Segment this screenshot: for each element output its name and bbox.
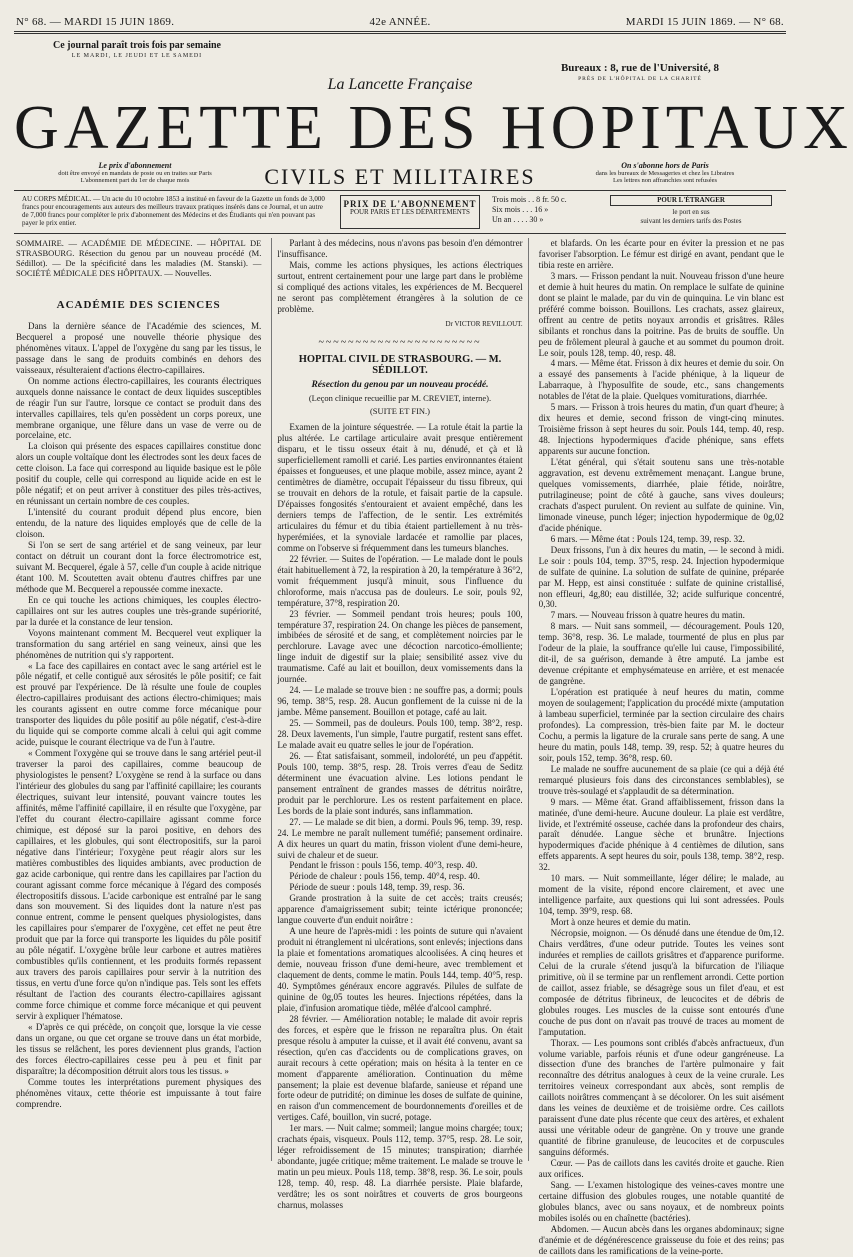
paragraph: « La face des capillaires en contact avec le sang artériel est le pôle négatif, et celle contiguë aux sérosités le pôle positif; ce fait est prouvé par l'expérience. De là résulte une foule de couples électro-capillaires produisant des actions électro-chimiques; mais les courants agissent en outre comme force mécanique pour transporter des liquides du pôle positif au pôle négatif, c'est-à-dire du liquide qui se comporte comme alcali à celui qui agit comme acide, puisque le courant électrique va de l'un à l'autre. bbox=[16, 660, 262, 748]
paragraph: L'intensité du courant produit dépend plus encore, bien entendu, de la nature des liquides employés que de celle de la cloison. bbox=[16, 507, 262, 540]
paragraph: Parlant à des médecins, nous n'avons pas besoin d'en démontrer l'insuffisance. bbox=[277, 238, 523, 259]
paragraph: Nécropsie, moignon. — Os dénudé dans une étendue de 0m,12. Chairs verdâtres, d'une odeur putride. Toutes les veines sont indurées et remplies de caillots grisâtres et d'apparence puriforme. Celui de la crurale s'étend jusqu'à la bifurcation de l'iliaque primitive, où il se termine par un renflement arrondi. Cette portion de caillot, assez friable, se désagrège sous un filet d'eau, et est composée de détritus fibrineux, de leucocites et de débris de globules rouges. Les muscles de la cuisse sont entourés d'une couche de pus dont on n'avait pas trouvé de traces au moment de l'amputation. bbox=[538, 928, 784, 1037]
schedule-block bbox=[32, 40, 242, 62]
ornament-divider: ~~~~~~~~~~~~~~~~~~~~~~ bbox=[318, 336, 482, 348]
paragraph: Thorax. — Les poumons sont criblés d'abcès anfractueux, d'un volume variable, parfois réunis et d'une odeur gangréneuse. La dissection d'une des branches de l'artère pulmonaire y fait reconnaître des détritus analogues à ceux de la veine crurale. Les territoires veineux correspondant aux abcès, sont remplis de caillots noirâtres commençant à se décolorer. On les suit aisément dans les veines de deuxième et de troisième ordre. Ces caillots paraissent d'une date plus récente que ceux des artères, et exhalent aussi une véritable odeur de gangrène. On y trouve une grande quantité de fibrine granuleuse, de leucocites et de corpuscules sanguins déformés. bbox=[538, 1037, 784, 1158]
paragraph: 8 mars. — Nuit sans sommeil, — découragement. Pouls 120, temp. 36°8, resp. 36. Le malade, tourmenté de plus en plus par l'odeur de la plaie, la souffrance qu'elle lui cause, l'impossibilité, dit-il, de sa guérison, demande à être amputé. La jambe est devenue crépitante et emphysémateuse en arrière, et est menacée de gangrène. bbox=[538, 621, 784, 687]
office-sub: PRÈS DE L'HÔPITAL DE LA CHARITÉ bbox=[578, 76, 702, 82]
paragraph: 24. — Le malade se trouve bien : ne souffre pas, a dormi; pouls 96, temp. 38°5, resp. 28. Aucun gonflement de la cuisse ni de la jambe. Même pansement. Bouillon et potage, café au lait. bbox=[277, 685, 523, 718]
paragraph: Mais, comme les actions physiques, les actions électriques surtout, entrent certainement pour une large part dans le problème si compliqué des actions vitales, les expériences de M. Becquerel ne seront pas complètement étrangères à la solution de ce problème. bbox=[277, 259, 523, 314]
subtitle-row bbox=[20, 162, 780, 190]
price-line-2: L'abonnement part du 1er de chaque mois bbox=[80, 177, 190, 184]
price-note bbox=[20, 162, 250, 185]
paragraph: 10 mars. — Nuit sommeillante, léger délire; le malade, au moment de la visite, répond encore clairement, et avec une intelligence parfaite, aux questions qui lui sont adressées. Pouls 104, temp. 39°9, resp. 68. bbox=[538, 873, 784, 917]
paragraph: La cloison qui présente des espaces capillaires constitue donc alors un couple voltaïque dont les électrodes sont les deux faces de cette cloison. La face qui correspond au liquide basique est le pôle positif du couple, celle qui correspond au liquide acide en est le pôle négatif; et on peut arriver à constituer des piles très-actives, en réunissant un certain nombre de ces couples. bbox=[16, 441, 262, 507]
year-label: 42e ANNÉE. bbox=[369, 16, 431, 28]
etranger-line: le port en sus bbox=[672, 208, 710, 216]
paragraph: Sang. — L'examen histologique des veines-caves montre une certaine diffusion des globules rouges, une notable quantité de globules blancs, avec ou sans noyaux, et de nombreux points mobiles isolés ou en chaînette (bactéries). bbox=[538, 1179, 784, 1223]
paragraph: 22 février. — Suites de l'opération. — Le malade dont le pouls était habituellement à 72, la respiration à 20, la température à 36°2, vomit fréquemment jusqu'à minuit, sous l'influence du chloroforme, mais n'accusa pas de douleurs. Le soir, pouls 92, température, 37°8, respiration 20. bbox=[277, 553, 523, 608]
etranger-head: POUR L'ÉTRANGER bbox=[610, 195, 772, 206]
paragraph: 25. — Sommeil, pas de douleurs. Pouls 100, temp. 38°2, resp. 28. Deux lavements, l'un simple, l'autre purgatif, restent sans effet. Le malade avait eu quatre selles le jour de l'opération. bbox=[277, 718, 523, 750]
suite-line: (SUITE ET FIN.) bbox=[369, 406, 431, 417]
schedule-days: LE MARDI, LE JEUDI ET LE SAMEDI bbox=[71, 53, 203, 59]
paragraph: Mort à onze heures et demie du matin. bbox=[550, 917, 691, 928]
office-address: Bureaux : 8, rue de l'Université, 8 bbox=[560, 62, 720, 74]
paragraph: En ce qui touche les actions chimiques, les couples électro-capillaires ont sur les autres couples une très-grande supériorité, par la durée et la constance de leur tension. bbox=[16, 594, 262, 627]
paragraph: 9 mars. — Même état. Grand affaiblissement, frisson dans la matinée, d'une demi-heure. Aucune douleur. La plaie est verdâtre, livide, et l'extrémité osseuse, cachée dans la profondeur des chairs, paraît dénudée. Langue sèche et brunâtre. Injections hypodermiques d'acide phénique à 4 centièmes de dilution, sans effets apparents. A sept heures du soir, pouls 138, temp. 38°2, resp. 32. bbox=[538, 796, 784, 873]
schedule-title: Ce journal paraît trois fois par semaine bbox=[53, 40, 221, 51]
header-rule bbox=[14, 31, 786, 32]
price-head: Le prix d'abonnement bbox=[98, 161, 172, 170]
lecon-line: (Leçon clinique recueillie par M. CREVIET, interne). bbox=[308, 393, 492, 404]
hospital-heading: HOPITAL CIVIL DE STRASBOURG. — M. SÉDILLOT. bbox=[298, 353, 502, 376]
etranger-line: suivant les derniers tarifs des Postes bbox=[640, 217, 742, 225]
paragraph: Dans la dernière séance de l'Académie des sciences, M. Becquerel a proposé une nouvelle théorie physique des phénomènes vitaux. L'appel de l'oxygène du sang par les tissus, le passage dans le sang de produits combinés en dehors des vaisseaux, résulteraient d'actions électro-capillaires. bbox=[16, 320, 262, 375]
prix-box bbox=[340, 195, 480, 229]
abonne-note bbox=[550, 162, 780, 185]
paragraph: « D'après ce qui précède, on conçoit que, lorsque la vie cesse dans un organe, ou que cet organe se trouve dans un état morbide, les tissus se relâchent, les pores deviennent plus grands, l'action des forces électro-capillaires cesse peu à peu et finit par disparaître; la décomposition détruit alors tous les tissus. » bbox=[16, 1021, 262, 1076]
paragraph: « Comment l'oxygène qui se trouve dans le sang artériel peut-il traverser la paroi des capillaires, comme beaucoup de physiologistes le pensent? L'oxygène se rend à la surface ou dans l'intérieur des globules du sang par l'affinité capillaire; les courants électriques, suivant leur intensité, pouvant vaincre toutes les affinités, même l'affinité capillaire, il en résulte que l'oxygène, par l'effet du courant électro-capillaire agissant comme force chimique, est déposé sur la paroi positive, en dehors des capillaires, et les globules, qui sont électropositifs, sur la paroi négative dans l'intérieur; l'oxygène peut réagir alors sur les matières combustibles des liquides ambiants, avec production de gaz acide carbonique, qui rentre dans les capillaires par l'action du courant agissant comme force mécanique à l'égard des composés électropositifs dissous. L'acide carbonique est entraîné par le sang dans son mouvement. Si des liquides dont la nature n'est pas connue entrent, comme le pensent quelques physiologistes, dans les capillaires pour s'emparer de l'oxygène, cet effet ne peut être produit que par la force qui transporte les liquides du pôle positif au pôle négatif. L'oxygène brûle leur carbone et autres matières combustibles qu'ils contiennent, et les produits formés repassent aux travers des parois capillaires pour servir à la nutrition des tissus, en vertu d'une force qu'on n'indique pas. Tels sont les effets résultant de l'action des courants électro-capillaires agissant comme force chimique et comme force mécanique et qui peuvent servir à expliquer l'hématose. bbox=[16, 748, 262, 1021]
price-line: doit être envoyé en mandats de poste ou en traites sur Paris bbox=[58, 169, 212, 177]
paragraph: 6 mars. — Même état : Pouls 124, temp. 39, resp. 32. bbox=[550, 533, 745, 544]
rate-item: Six mois . . . 16 » bbox=[492, 205, 549, 214]
column-3 bbox=[538, 238, 784, 1256]
paragraph: Grande prostration à la suite de cet accès; traits creusés; apparence d'amaigrissement subit; teinte ictérique prononcée; langue couverte d'un enduit noirâtre : bbox=[277, 893, 523, 926]
column-1 bbox=[16, 238, 261, 1161]
paragraph: On nomme actions électro-capillaires, les courants électriques auxquels donne naissance le contact de deux liquides susceptibles de réagir l'un sur l'autre, lorsque ce contact se produit dans des intervalles capillaires, tels qu'en possèdent un corps poreux, une membrane organique, une fêlure dans un vase de verre ou de porcelaine, etc. bbox=[16, 375, 262, 441]
paragraph: Période de chaleur : pouls 156, temp. 40°4, resp. 40. bbox=[289, 871, 480, 882]
section-heading: ACADÉMIE DES SCIENCES bbox=[56, 299, 221, 311]
paragraph: Si l'on se sert de sang artériel et de sang veineux, par leur contact on détruit un courant dont la force électromotrice est, suivant M. Becquerel, égale à 57, celle d'un couple à acide nitrique étant 100. M. Scoutetten avait obtenu d'autres chiffres par une méthode que M. Becquerel a repoussée comme inexacte. bbox=[16, 540, 262, 594]
paragraph: Pendant le frisson : pouls 156, temp. 40°3, resp. 40. bbox=[289, 860, 478, 871]
rates-list bbox=[486, 191, 596, 233]
paragraph: Le malade ne souffre aucunement de sa plaie (ce qui a déjà été remarqué plusieurs fois dans des circonstances semblables), se trouve très-soulagé et s'applaudit de sa détermination. bbox=[538, 763, 784, 796]
paragraph: Deux frissons, l'un à dix heures du matin, — le second à midi. Le soir : pouls 104, temp. 37°5, resp. 24. Injection hypodermique de sulfate de quinine. La solution de sulfate de quinine, préparée par M. Hepp, est ainsi constituée : sulfate de quinine cristallisé, non effleuri, 4g,80; eau distillée, 32; acide sulfurique concentré, 0,30. bbox=[538, 544, 784, 610]
paragraph: Abdomen. — Aucun abcès dans les organes abdominaux; signe d'anémie et de dégénérescence graisseuse du foie et des reins; pas de caillots dans les ramifications de la veine-porte. bbox=[538, 1223, 784, 1256]
paragraph: 28 février. — Amélioration notable; le malade dit avoir repris des forces, et espère que le frisson ne reparaîtra plus. On était presque résolu à amputer la cuisse, et il avait été convenu, avant sa résection, qu'en cas d'accidents ou de complications graves, on aurait recours à cette opération; mais on hésita à la tenter en ce moment d'apparente amélioration. Continuation du même pansement; la plaie est devenue blafarde, sanieuse et répand une forte odeur de putridité; on diminue les doses de sulfate de quinine, en raison d'un commencement de bourdonnements d'oreilles et de vertiges. Café, bouillon, vin sucré, potage. bbox=[277, 1013, 523, 1123]
article-title: Résection du genou par un nouveau procédé. bbox=[311, 380, 489, 391]
paragraph: L'état général, qui s'était soutenu sans une très-notable aggravation, est devenu extrêmement menaçant. Langue brune, quelques vomissements, diarrhée, plaie fétide, noirâtre, putrilagineuse; point de côté à gauche, sans vives douleurs; crachats d'aspect purulent. On revient au sulfate de quinine. Vin, limonade vineuse, punch léger; injection hypodermique de 0g,02 d'acide phénique. bbox=[538, 457, 784, 533]
corps-medical-notice: AU CORPS MÉDICAL. — Un acte du 10 octobre 1853 a institué en faveur de la Gazette un fonds de 3,000 francs pour encouragements aux auteurs des meilleurs travaux pratiques insérés dans ce Journal, et un autre de 7,000 francs pour compléter le prix d'abonnement des Médecins et des Étudiants qui n'en pouvant pas payer le prix entier. bbox=[22, 195, 325, 227]
paragraph: A une heure de l'après-midi : les points de suture qui n'avaient produit ni étranglement ni ulcérations, sont enlevés; injections dans la plaie et fomentations aromatiques alcoolisées. A cinq heures et demie, nouveau frisson d'une demi-heure, avec tremblement et claquement de dents, comme le matin. Pouls 144, temp. 40°5, resp. 40. Symptômes généraux encore aggravés. Pilules de sulfate de quinine de 0g,05 toutes les heures. Injections répétées, dans la plaie, d'infusion aromatique tiède, mêlée d'alcool camphré. bbox=[277, 926, 523, 1013]
paragraph: 26. — État satisfaisant, sommeil, indolorété, un peu d'appétit. Pouls 100, temp. 38°5, resp. 28. Trois verres d'eau de Seditz déterminent une évacuation alvine. Les lotions pendant le pansement entraînent de grandes masses de détritus noirâtre, produit par le perchlorure. Les os restent parfaitement en place. Les bords de la plaie sont indurés, sans inflammation. bbox=[277, 750, 523, 816]
paragraph: Cœur. — Pas de caillots dans les cavités droite et gauche. Rien aux orifices. bbox=[538, 1158, 784, 1180]
summary: SOMMAIRE. — ACADÉMIE DE MÉDECINE. — HÔPITAL DE STRASBOURG. Résection du genou par un nouveau procédé (M. Sédillot). — De la spécificité dans les maladies (M. Stanski). — SOCIÉTÉ MÉDICALE DES HÔPITAUX. — Nouvelles. bbox=[16, 238, 262, 278]
issue-left: N° 68. — MARDI 15 JUIN 1869. bbox=[16, 16, 175, 28]
paragraph: 5 mars. — Frisson à trois heures du matin, d'un quart d'heure; à dix heures et demie, second frisson de vingt-cinq minutes. Troisième frisson à sept heures du soir. Pouls 144, temp. 40, resp. 48. Injections hypodermiques d'acide phénique, sans effets apparents sur aucune fonction. bbox=[538, 402, 784, 457]
rate-item: Un an . . . . 30 » bbox=[492, 215, 544, 224]
paragraph: 4 mars. — Même état. Frisson à dix heures et demie du soir. On a essayé des pansements à l'acide phénique, à la liqueur de Labarraque, à l'hyposulfite de soude, etc., sans changements notables de l'état de la plaie. Quelques vomiturations, diarrhée. bbox=[538, 358, 784, 402]
issue-right: MARDI 15 JUIN 1869. — N° 68. bbox=[625, 16, 784, 28]
paragraph: 3 mars. — Frisson pendant la nuit. Nouveau frisson d'une heure et demie à huit heures du matin. On remplace le sulfate de quinine dont se plaint le malade, par du vin de quinquina. Le vin blanc est préféré comme boisson. Bouillons. Les crachats, assez glaireux, offrent au centre de petits noyaux arrondis et grisâtres. Râles sibilants et ronchus dans la poitrine. Pas de bruits de souffle. Un peu de frôlement pleural à gauche et au sommet du poumon droit. Le soir, pouls 128, temp. 40, resp. 48. bbox=[538, 270, 784, 358]
paragraph: Période de sueur : pouls 148, temp. 39, resp. 36. bbox=[289, 882, 465, 893]
abonne-line: dans les bureaux de Messageries et chez les Libraires bbox=[595, 169, 735, 177]
column-2 bbox=[271, 238, 528, 1211]
article-columns bbox=[16, 238, 784, 1256]
header-rule bbox=[14, 33, 786, 34]
newspaper-title: GAZETTE DES HOPITAUX bbox=[14, 94, 853, 162]
abonne-head: On s'abonne hors de Paris bbox=[621, 161, 709, 170]
rate-item: Trois mois . . 8 fr. 50 c. bbox=[492, 195, 567, 204]
etranger-box bbox=[596, 191, 786, 233]
paragraph: Examen de la jointure séquestrée. — La rotule était la partie la plus altérée. Le cartilage articulaire avait presque entièrement disparu, et le tissu osseux était à nu, dénudé, et çà et là superficiellement ramolli et carié. Les parties environnantes étaient épaisses et fongueuses, et une plaque mobile, assez mince, ayant 2 centimètres de diamètre, occupait l'épaisseur du tissu fibreux, qui se trouvait en dehors de la rotule, et faisait partie de la capsule. D'épaisses fongosités s'entouraient et avaient empêché, dans les derniers temps de l'affection, de le sentir. Les extrémités articulaires du fémur et du tibia étaient partiellement à nu très-hyperémiées, et la synoviale lardacée et ramollie par places, comme on l'observe si fréquemment dans les tumeurs blanches. bbox=[277, 422, 523, 553]
dateline bbox=[16, 16, 784, 28]
paragraph: et blafards. On les écarte pour en éviter la pression et ne pas favoriser l'absorption. Le fémur est dirigé en avant, pendant que le tibia reste en arrière. bbox=[538, 238, 784, 270]
subscription-strip bbox=[14, 190, 786, 234]
paragraph: 7 mars. — Nouveau frisson à quatre heures du matin. bbox=[550, 610, 745, 621]
office-block bbox=[510, 63, 770, 85]
civils-militaires: CIVILS ET MILITAIRES bbox=[264, 164, 536, 189]
abonne-line-2: Les lettres non affranchies sont refusées bbox=[612, 177, 717, 184]
paragraph: Comme toutes les interprétations purement physiques des phénomènes vitaux, cette théorie est impuissante à tout faire comprendre. bbox=[16, 1076, 262, 1109]
signature: Dr VICTOR REVILLOUT. bbox=[445, 319, 523, 328]
paragraph: 27. — Le malade se dit bien, a dormi. Pouls 96, temp. 39, resp. 24. Le membre ne paraît nullement tuméfié; pansement ordinaire. A dix heures un quart du matin, frisson violent d'une demi-heure, suivi de chaleur et de sueur. bbox=[277, 816, 523, 860]
prix-head: PRIX DE L'ABONNEMENT bbox=[343, 199, 477, 209]
paragraph: L'opération est pratiquée à neuf heures du matin, comme moyen de soulagement; l'application du procédé mixte (amputation à lambeau superficiel, terminée par la section circulaire des chairs profondes). La compression, très-bien faite par M. le docteur Cochu, a permis la ligature de la crurale sans perte de sang. A une heure du matin, pouls 148, temp. 39, resp. 52; à quatre heures du soir, pouls 152, temp. 36°8, resp. 60. bbox=[538, 687, 784, 763]
paragraph: 23 février. — Sommeil pendant trois heures; pouls 100, température 37, respiration 24. On change les pièces de pansement, imbibées de sérosité et de sang, et complètement noircies par le perchlorure. Lavage avec une décoction narcotico-émolliente; linge induit de digestif sur la plaie; sensibilité assez vive du traumatisme. Café au lait et bouillon, deux vomissements dans la journée. bbox=[277, 608, 523, 685]
paragraph: 1er mars. — Nuit calme; sommeil; langue moins chargée; toux; crachats épais, visqueux. Pouls 112, temp. 37°5, resp. 28. Le soir, léger refroidissement de 15 minutes; transpiration; diarrhée abondante, jugée critique; même traitement. Le malade se trouve le matin un peu mieux. Pouls 118, temp. 38°8, resp. 36. Le soir, pouls 128, temp. 40, resp. 48. La diarrhée persiste. Plaie blafarde, verdâtre; les os sont noirâtres et couverts de gros bourgeons charnus, molasses bbox=[277, 1123, 523, 1211]
prix-sub: POUR PARIS ET LES DÉPARTEMENTS bbox=[350, 208, 470, 216]
paragraph: Voyons maintenant comment M. Becquerel veut expliquer la transformation du sang artériel en sang veineux, ainsi que les phénomènes de nutrition qui s'y rapportent. bbox=[16, 627, 262, 660]
lancette-subtitle: La Lancette Française bbox=[327, 76, 473, 93]
